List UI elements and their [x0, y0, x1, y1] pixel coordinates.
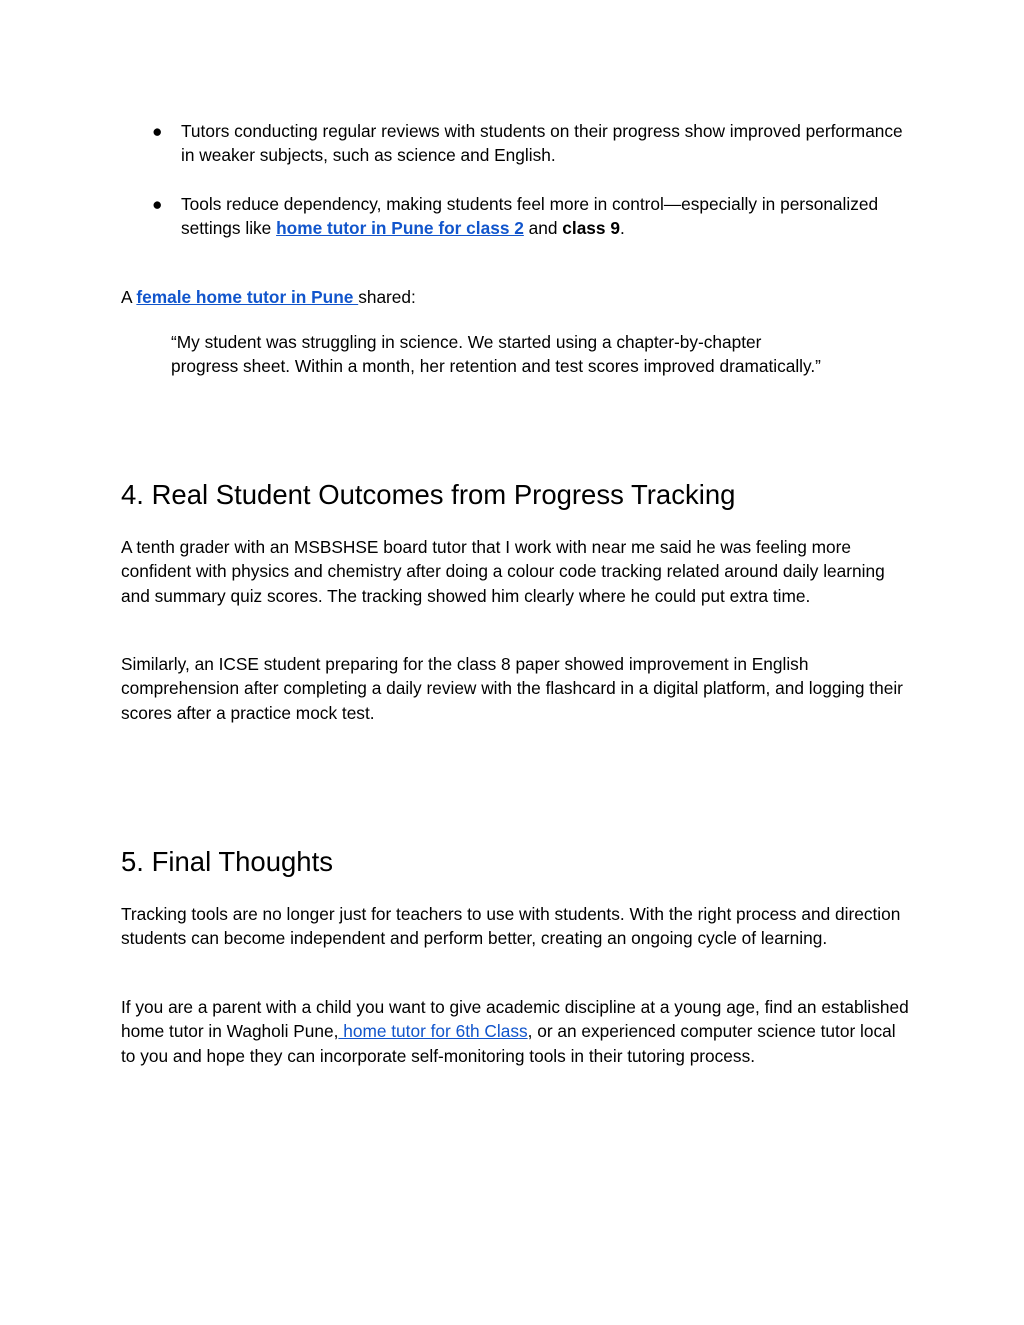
bullet-icon: ● — [152, 193, 163, 214]
paragraph-text-end: , or an experienced computer science tutor local to you and hope they can incorporate self-monitoring tools in their tutoring process. — [121, 1021, 896, 1066]
bullet-list — [121, 119, 911, 264]
quote-intro-prefix: A — [121, 287, 137, 307]
list-item — [121, 119, 911, 168]
testimonial-quote: “My student was struggling in science. We started using a chapter-by-chapter progress sheet. Within a month, her retention and test scores improved dramatically.” — [171, 332, 821, 377]
bullet-icon: ● — [152, 121, 163, 141]
section-4-heading: 4. Real Student Outcomes from Progress Tracking — [121, 479, 736, 510]
bullet-text: Tutors conducting regular reviews with students on their progress show improved performance in weaker subjects, such as science and English. — [181, 121, 903, 166]
bullet-text-end: . — [619, 217, 625, 238]
bullet-text-middle: and — [523, 217, 563, 238]
paragraph-text-start: If you are a parent with a child you want to give academic discipline at a young age, find an established home tutor in Wagholi Pune, — [121, 997, 909, 1042]
quote-intro — [121, 285, 911, 309]
home-tutor-6th-class-link[interactable]: home tutor for 6th Class — [338, 1021, 528, 1042]
section-4-paragraph-1: A tenth grader with an MSBSHSE board tutor that I work with near me said he was feeling more confident with physics and chemistry after doing a colour code tracking related around daily learning and summary quiz scores. The tracking showed him clearly where he could put extra time. — [121, 537, 885, 606]
section-5-paragraph-1: Tracking tools are no longer just for teachers to use with students. With the right process and direction students can become independent and perform better, creating an ongoing cycle of learning. — [121, 904, 901, 949]
class-9-bold-text: class 9 — [562, 217, 620, 238]
female-home-tutor-link[interactable]: female home tutor in Pune — [136, 287, 359, 307]
section-5-heading: 5. Final Thoughts — [121, 846, 333, 877]
section-5-paragraph-2 — [121, 995, 911, 1068]
list-item — [121, 192, 911, 241]
section-4-paragraph-2: Similarly, an ICSE student preparing for the class 8 paper showed improvement in English comprehension after completing a daily review with the flashcard in a digital platform, and logging their scores after a practice mock test. — [121, 654, 903, 723]
home-tutor-class-2-link[interactable]: home tutor in Pune for class 2 — [276, 217, 524, 238]
bullet-text-start: Tools reduce dependency, making students feel more in control—especially in personalized settings like — [181, 193, 879, 238]
quote-intro-suffix: shared: — [358, 287, 416, 307]
